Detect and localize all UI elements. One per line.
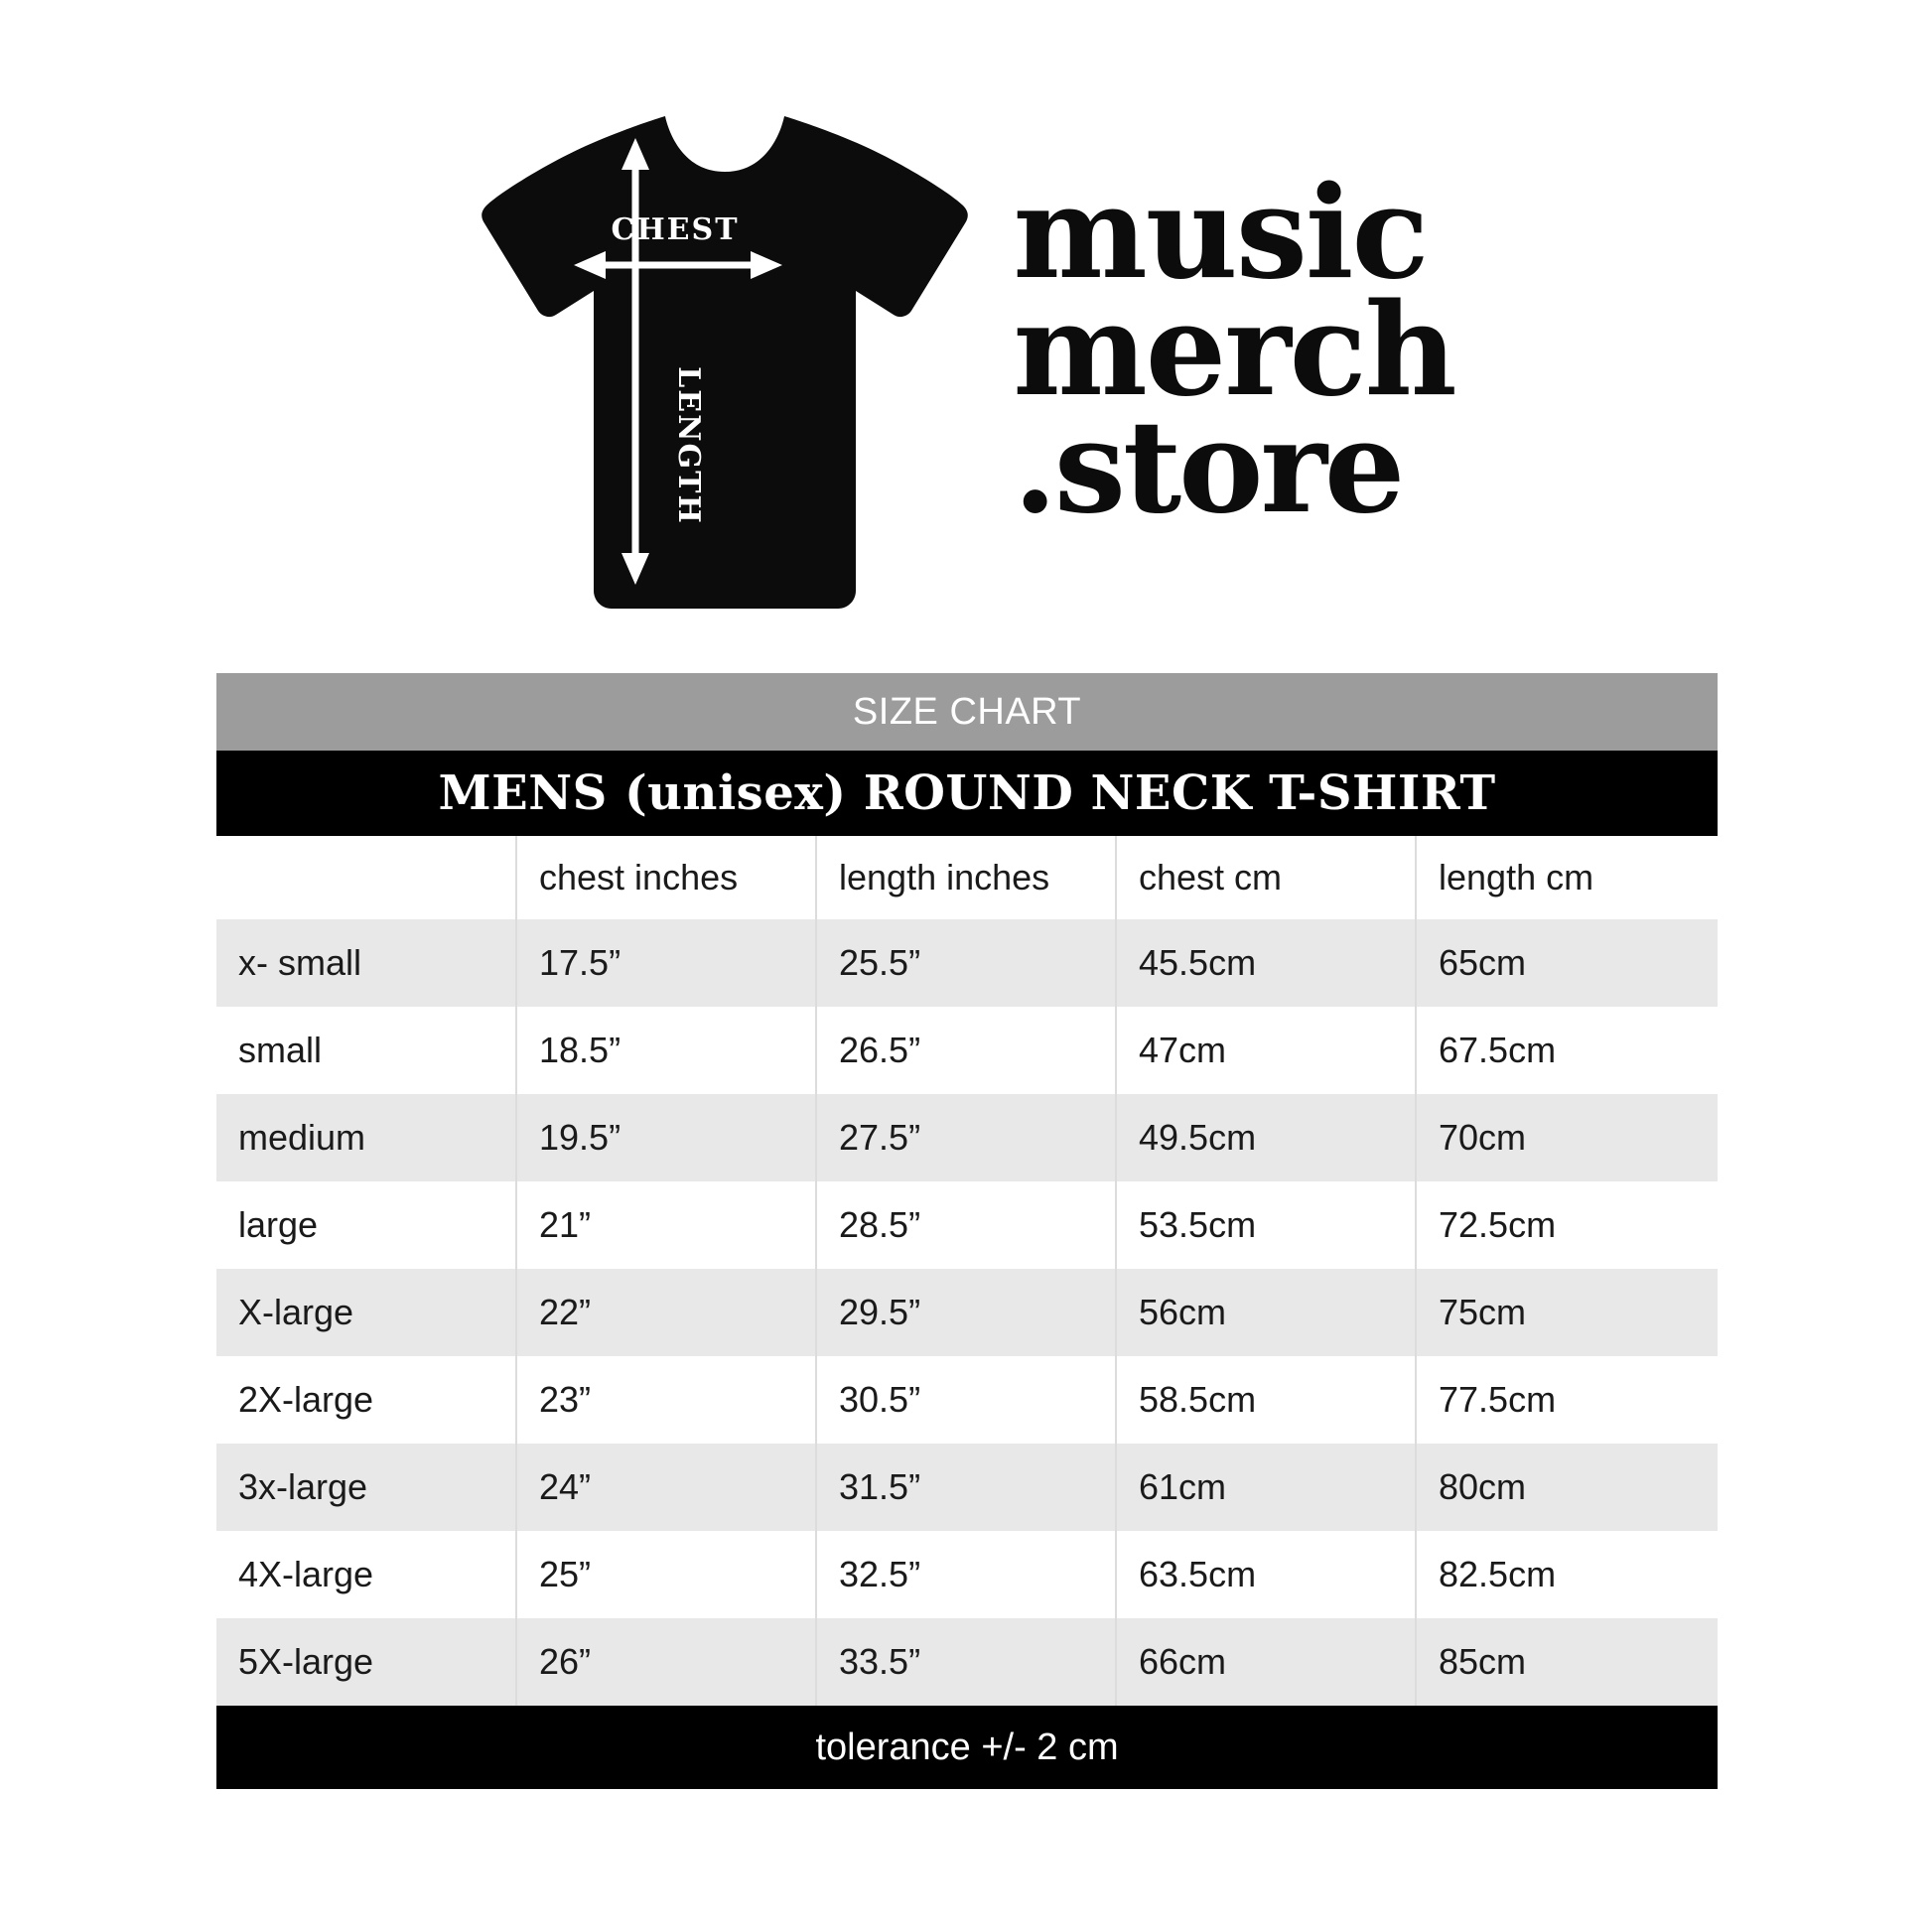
size-chart-subtitle: MENS (unisex) ROUND NECK T-SHIRT [216,751,1718,836]
size-chart-title: SIZE CHART [216,673,1718,751]
cell-chest-inches: 23” [516,1356,816,1444]
table-header-row [216,836,1718,919]
cell-chest-cm: 61cm [1116,1444,1416,1531]
chest-label: CHEST [611,212,740,247]
cell-length-inches: 31.5” [816,1444,1116,1531]
column-header-length-inches: length inches [816,836,1116,919]
brand-wordmark [1013,159,1455,542]
tshirt-diagram [477,98,973,615]
cell-length-inches: 26.5” [816,1007,1116,1094]
cell-length-cm: 85cm [1416,1618,1718,1706]
cell-chest-inches: 18.5” [516,1007,816,1094]
length-label: LENGTH [671,366,707,525]
tshirt-icon [477,98,973,615]
cell-chest-cm: 49.5cm [1116,1094,1416,1181]
cell-length-cm: 82.5cm [1416,1531,1718,1618]
cell-chest-inches: 22” [516,1269,816,1356]
cell-size: 2X-large [216,1356,516,1444]
table-row [216,1181,1718,1269]
cell-size: small [216,1007,516,1094]
cell-length-inches: 28.5” [816,1181,1116,1269]
table-row [216,1269,1718,1356]
cell-chest-inches: 26” [516,1618,816,1706]
column-header-length-cm: length cm [1416,836,1718,919]
column-header-size [216,836,516,919]
cell-length-cm: 72.5cm [1416,1181,1718,1269]
cell-size: 3x-large [216,1444,516,1531]
table-row [216,1531,1718,1618]
cell-size: large [216,1181,516,1269]
brand-line-3: .store [1013,392,1403,542]
cell-length-cm: 70cm [1416,1094,1718,1181]
cell-chest-cm: 53.5cm [1116,1181,1416,1269]
footer-band-row [216,1706,1718,1789]
cell-length-inches: 32.5” [816,1531,1116,1618]
cell-chest-cm: 58.5cm [1116,1356,1416,1444]
cell-length-cm: 75cm [1416,1269,1718,1356]
cell-chest-cm: 47cm [1116,1007,1416,1094]
column-header-chest-cm: chest cm [1116,836,1416,919]
cell-length-cm: 65cm [1416,919,1718,1007]
cell-length-inches: 27.5” [816,1094,1116,1181]
cell-length-inches: 33.5” [816,1618,1116,1706]
cell-size: 5X-large [216,1618,516,1706]
header [0,94,1932,635]
cell-length-cm: 67.5cm [1416,1007,1718,1094]
column-header-chest-inches: chest inches [516,836,816,919]
table-row [216,1356,1718,1444]
table-row [216,1094,1718,1181]
table-row [216,919,1718,1007]
cell-length-inches: 29.5” [816,1269,1116,1356]
cell-length-inches: 30.5” [816,1356,1116,1444]
cell-chest-inches: 24” [516,1444,816,1531]
cell-chest-cm: 66cm [1116,1618,1416,1706]
brand-line-2: merch [1013,275,1455,425]
table-row [216,1007,1718,1094]
cell-size: medium [216,1094,516,1181]
cell-size: x- small [216,919,516,1007]
size-chart-table [216,673,1718,1789]
cell-chest-cm: 63.5cm [1116,1531,1416,1618]
cell-chest-inches: 17.5” [516,919,816,1007]
table-row [216,1444,1718,1531]
subtitle-band-row [216,751,1718,836]
brand-line-1: music [1013,159,1428,308]
cell-chest-cm: 56cm [1116,1269,1416,1356]
tolerance-note: tolerance +/- 2 cm [216,1706,1718,1789]
cell-chest-inches: 21” [516,1181,816,1269]
cell-length-cm: 77.5cm [1416,1356,1718,1444]
cell-size: X-large [216,1269,516,1356]
cell-size: 4X-large [216,1531,516,1618]
cell-length-cm: 80cm [1416,1444,1718,1531]
title-band-row [216,673,1718,751]
cell-chest-cm: 45.5cm [1116,919,1416,1007]
table-row [216,1618,1718,1706]
cell-length-inches: 25.5” [816,919,1116,1007]
cell-chest-inches: 25” [516,1531,816,1618]
cell-chest-inches: 19.5” [516,1094,816,1181]
